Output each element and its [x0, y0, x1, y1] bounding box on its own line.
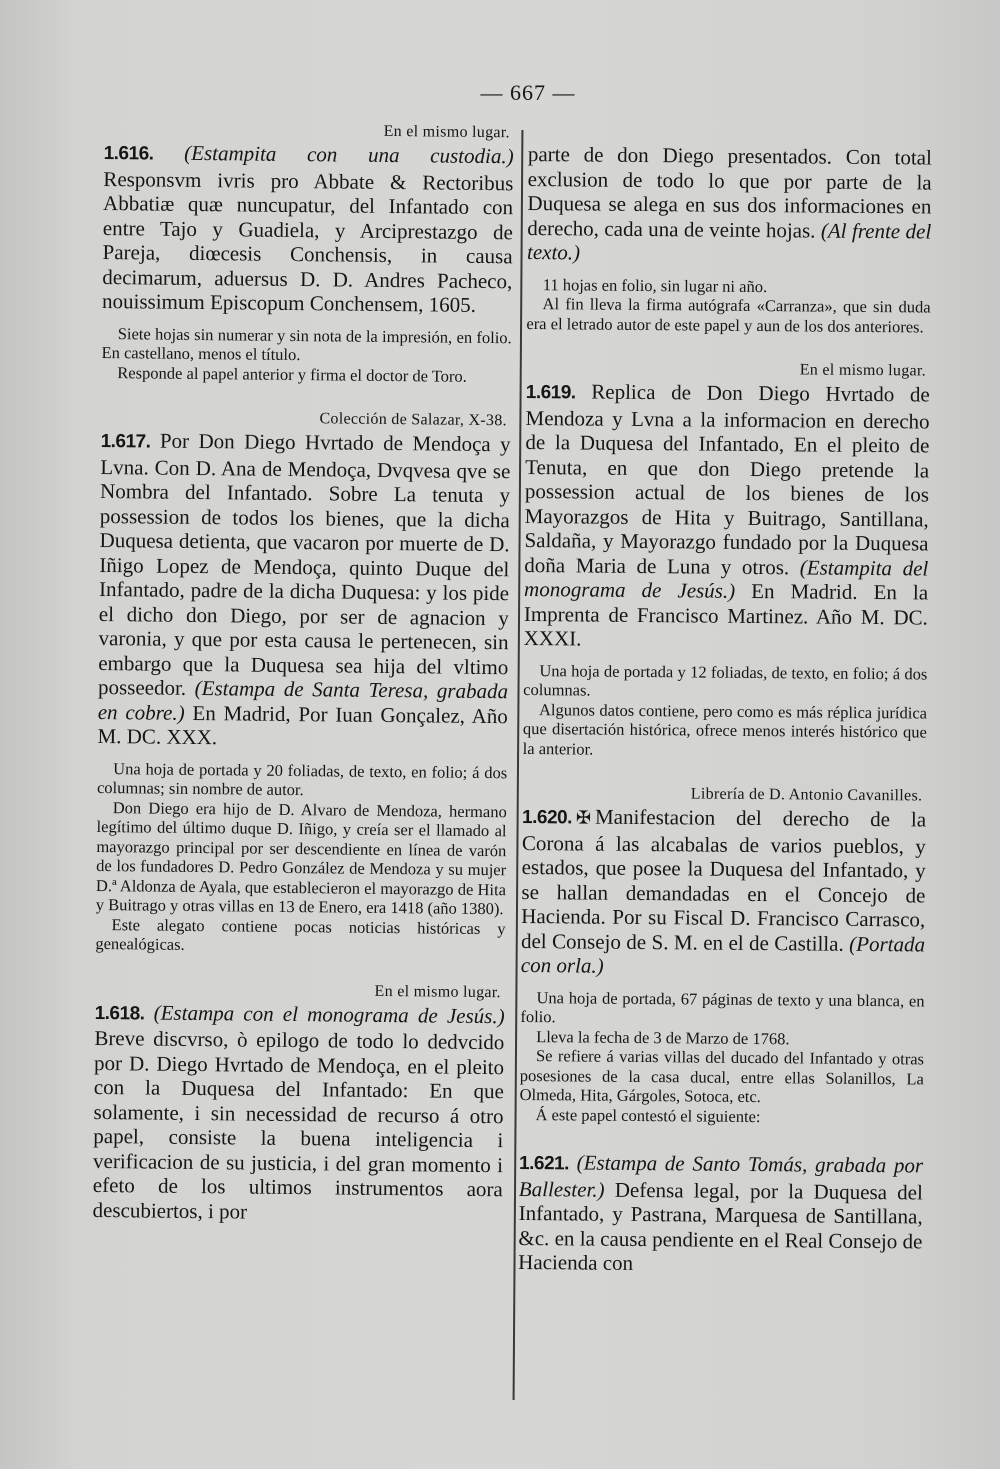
- entry-number: 1.619.: [525, 381, 576, 404]
- entry-text: Replica de Don Diego Hvrtado de Mendoza y Lvna a la informacion en derecho de la Duquesa del Infantado, En el pleito de Tenuta, en que don Diego pretende la possession actual de los bienes de los Mayorazgos de Hita y Buitrago, Santillana, Saldaña, y Mayorazgo fundado por la Duquesa doña Maria de Luna y otros.: [524, 379, 930, 579]
- note-1617-c: Este alegato contiene pocas noticias históricas y genealógicas.: [95, 914, 506, 954]
- entry-italic: (Estampa de Santo Tomás, grabada por Ballester.): [518, 1150, 924, 1202]
- entry-text: Por Don Diego Hvrtado de Mendoça y Lvna. Con D. Ana de Mendoça, Dvqvesa qve se Nombra del Infantado. Sobre La tenuta y possession de todos los bienes, que la dicha Duquesa detienta, que vacaron por muerte de D. Iñigo Lopez de Mendoça, quinto Duque del Infantado, padre de la dicha Duquesa: y los pide el dicho don Diego, por ser de agnacion y varonia, y que por esta causa le pertenecen, sin embargo que la Duquesa sea hija del vltimo posseedor.: [97, 428, 511, 700]
- note-1617-b: Don Diego era hijo de D. Alvaro de Mendoza, hermano legítimo del último duque D. Iñigo, y creía ser el llamado al mayorazgo principal por ser descendiente en línea de varón de los fundadores D. Pedro González de Mendoza y su mujer D.ª Aldonza de Ayala, que establecieron el mayorazgo de Hita y Buitrago y otras villas en 13 de Enero, era 1418 (año 1380).: [95, 797, 507, 919]
- entry-1619: [524, 379, 930, 654]
- location-1620: Librería de D. Antonio Cavanilles.: [690, 785, 923, 805]
- entry-italic: (Estampita con una custodia.): [184, 140, 514, 169]
- page-number: — 667 —: [480, 80, 576, 105]
- location-1619: En el mismo lugar.: [799, 361, 927, 380]
- note-1620-c: Se refiere á varias villas del ducado del Infantado y otras posesiones de la casa ducal, entre ellas Solanillos, La Olmeda, Hita, Gárgoles, Sotoca, etc.: [519, 1046, 925, 1107]
- location-1617: Colección de Salazar, X-38.: [319, 410, 507, 430]
- entry-text: Breve discvrso, ò epilogo de todo lo dedvcido por D. Diego Hvrtado de Mendoça, en el pleito con la Duquesa del Infantado: En que solamente, i sin necessidad de recurso á otro papel, consiste la buena inteligencia i verificacion de su justicia, i del gran momento i efeto de los ultimos instrumentos aora descubiertos, i por: [92, 1025, 505, 1224]
- entry-1616: [102, 140, 514, 318]
- location-1618: En el mismo lugar.: [374, 982, 501, 1001]
- entry-italic: (Portada con orla.): [520, 931, 926, 978]
- entry-1620: [521, 804, 926, 981]
- note-1618-b: Al fin lleva la firma autógrafa «Carranza», que sin duda era el letrado autor de este papel y aun de los dos anteriores.: [526, 294, 931, 336]
- entry-italic: (Estampita del monograma de Jesús.): [523, 554, 929, 603]
- location-1616: En el mismo lugar.: [383, 122, 510, 142]
- entry-italic: (Estampa de Santa Teresa, grabada en cobre.): [97, 675, 509, 725]
- right-column: [518, 142, 932, 1278]
- note-1620-d: Á este papel contestó el siguiente:: [535, 1104, 761, 1126]
- entry-1617: [97, 428, 510, 753]
- entry-text: Manifestacion del derecho de la Corona á las alcabalas de varios pueblos, y estados, que posee la Duquesa del Infantado, y se hallan demandadas en el Concejo de Hacienda. Por su Fiscal D. Francisco Carrasco, del Consejo de S. M. en el de Castilla.: [520, 804, 927, 956]
- entry-number: 1.616.: [103, 142, 154, 165]
- entry-italic: (Estampa con el monograma de Jesús.): [153, 1000, 505, 1028]
- left-column: [92, 120, 514, 1226]
- note-1619-a: Una hoja de portada y 12 foliadas, de texto, en folio; á dos columnas.: [523, 660, 928, 700]
- cross-icon: ✠: [575, 807, 592, 829]
- entry-number: 1.621.: [518, 1152, 570, 1175]
- entry-text: parte de don Diego presentados. Con total exclusion de todo lo que por parte de la Duquesa se alega en sus dos informaciones en derecho, cada una de veinte hojas.: [527, 142, 932, 243]
- note-1616-b: Responde al papel anterior y firma el doctor de Toro.: [117, 362, 467, 386]
- entry-number: 1.618.: [94, 1002, 145, 1024]
- entry-number: 1.617.: [100, 430, 151, 453]
- entry-1621: [518, 1150, 923, 1278]
- entry-text: En Madrid, Por Iuan Gonçalez, Año M. DC. XXX.: [97, 700, 508, 750]
- note-1620-a: Una hoja de portada, 67 páginas de texto y una blanca, en folio.: [520, 987, 925, 1027]
- note-1617-a: Una hoja de portada y 20 foliadas, de texto, en folio; á dos columnas; sin nombre de autor.: [96, 758, 508, 800]
- entry-italic: (Al frente del texto.): [526, 218, 932, 265]
- entry-text: En Madrid. En la Imprenta de Francisco Martinez. Año M. DC. XXXI.: [523, 578, 929, 651]
- entry-1618-continued: [527, 142, 932, 268]
- entry-text: Responsvm ivris pro Abbate & Rectoribus Abbatiæ quæ nuncupatur, del Infantado con entre Tajo y Guadiela, y Arciprestazgo de Pareja, diœcesis Conchensis, in causa decimarum, aduersus D. D. Andres Pacheco, nouissimum Episcopum Conchensem, 1605.: [101, 166, 514, 317]
- note-1618-a: 11 hojas en folio, sin lugar ni año.: [542, 274, 768, 296]
- note-1619-b: Algunos datos contiene, pero como es más réplica jurídica que disertación histórica, ofrece menos interés histórico que la anterior.: [522, 699, 928, 759]
- entry-text: Defensa legal, por la Duquesa del Infantado, y Pastrana, Marquesa de Santillana, &c. en la causa pendiente en el Real Consejo de Hacienda con: [518, 1177, 923, 1275]
- note-1620-b: Lleva la fecha de 3 de Marzo de 1768.: [536, 1026, 790, 1048]
- entry-number: 1.620.: [522, 806, 573, 829]
- note-1616-a: Siete hojas sin numerar y sin nota de la impresión, en folio. En castellano, menos el título.: [101, 323, 512, 365]
- entry-1618: [92, 999, 504, 1226]
